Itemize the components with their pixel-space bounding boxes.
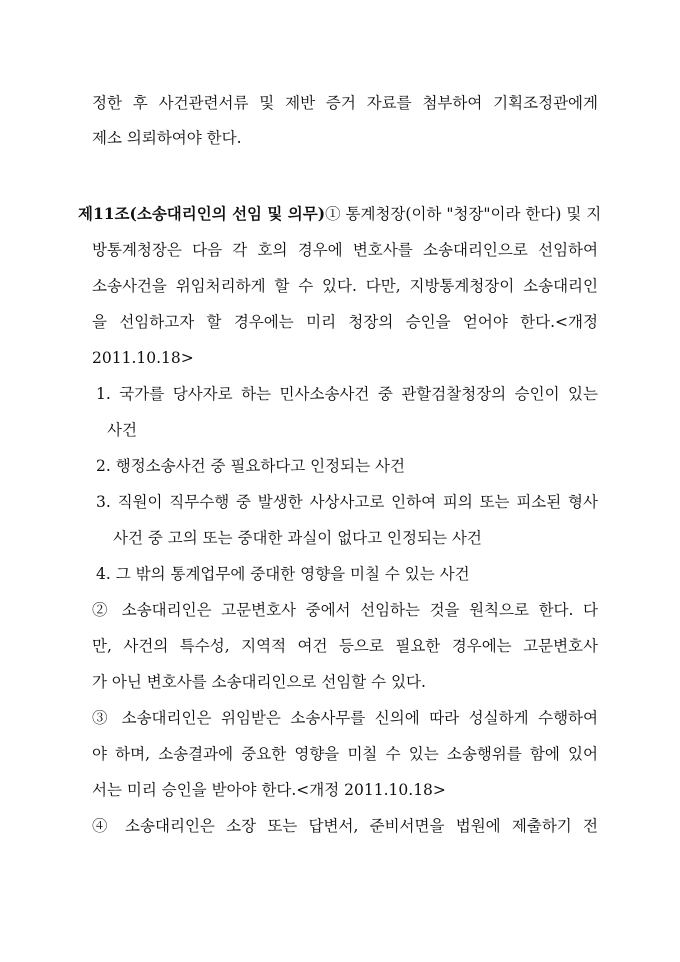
article-11-para1-line2: 방통계청장은 다음 각 호의 경우에 변호사를 소송대리인으로 선임하여	[92, 241, 598, 259]
article-11-para1-line3: 소송사건을 위임처리하게 할 수 있다. 다만, 지방통계청장이 소송대리인	[92, 277, 598, 295]
article-11-para2-line2: 만, 사건의 특수성, 지역적 여건 등으로 필요한 경우에는 고문변호사	[92, 637, 598, 655]
item-3-line-1: 3. 직원이 직무수행 중 발생한 사상사고로 인하여 피의 또는 피소된 형사	[96, 493, 598, 511]
item-1-line-2: 사건	[107, 421, 137, 439]
article-11-heading: 제11조(소송대리인의 선임 및 의무)	[78, 204, 326, 223]
article-11-para3-line1: ③ 소송대리인은 위임받은 소송사무를 신의에 따라 성실하게 수행하여	[92, 709, 598, 727]
article-11-para1-line4: 을 선임하고자 할 경우에는 미리 청장의 승인을 얻어야 한다.<개정	[92, 313, 598, 331]
article-11-para4-line1: ④ 소송대리인은 소장 또는 답변서, 준비서면을 법원에 제출하기 전	[92, 817, 598, 835]
article-11-para2-line3: 가 아닌 변호사를 소송대리인으로 선임할 수 있다.	[92, 673, 426, 691]
item-3-line-2: 사건 중 고의 또는 중대한 과실이 없다고 인정되는 사건	[113, 529, 482, 547]
article-11-para3-line2: 야 하며, 소송결과에 중요한 영향을 미칠 수 있는 소송행위를 함에 있어	[92, 745, 598, 763]
article-11-para2-line1: ② 소송대리인은 고문변호사 중에서 선임하는 것을 원칙으로 한다. 다	[92, 601, 598, 619]
continuation-line-2: 제소 의뢰하여야 한다.	[92, 129, 242, 147]
item-2: 2. 행정소송사건 중 필요하다고 인정되는 사건	[96, 457, 405, 475]
item-1-line-1: 1. 국가를 당사자로 하는 민사소송사건 중 관할검찰청장의 승인이 있는	[96, 385, 598, 403]
continuation-line-1: 정한 후 사건관련서류 및 제반 증거 자료를 첨부하여 기획조정관에게	[92, 94, 598, 112]
article-11-para3-line3: 서는 미리 승인을 받아야 한다.<개정 2011.10.18>	[92, 781, 446, 799]
item-4: 4. 그 밖의 통계업무에 중대한 영향을 미칠 수 있는 사건	[96, 565, 470, 583]
article-11-para1-line1: ① 통계청장(이하 "청장"이라 한다) 및 지	[325, 205, 602, 223]
article-11-first-line	[78, 204, 602, 224]
article-11-para1-line5: 2011.10.18>	[92, 349, 194, 367]
